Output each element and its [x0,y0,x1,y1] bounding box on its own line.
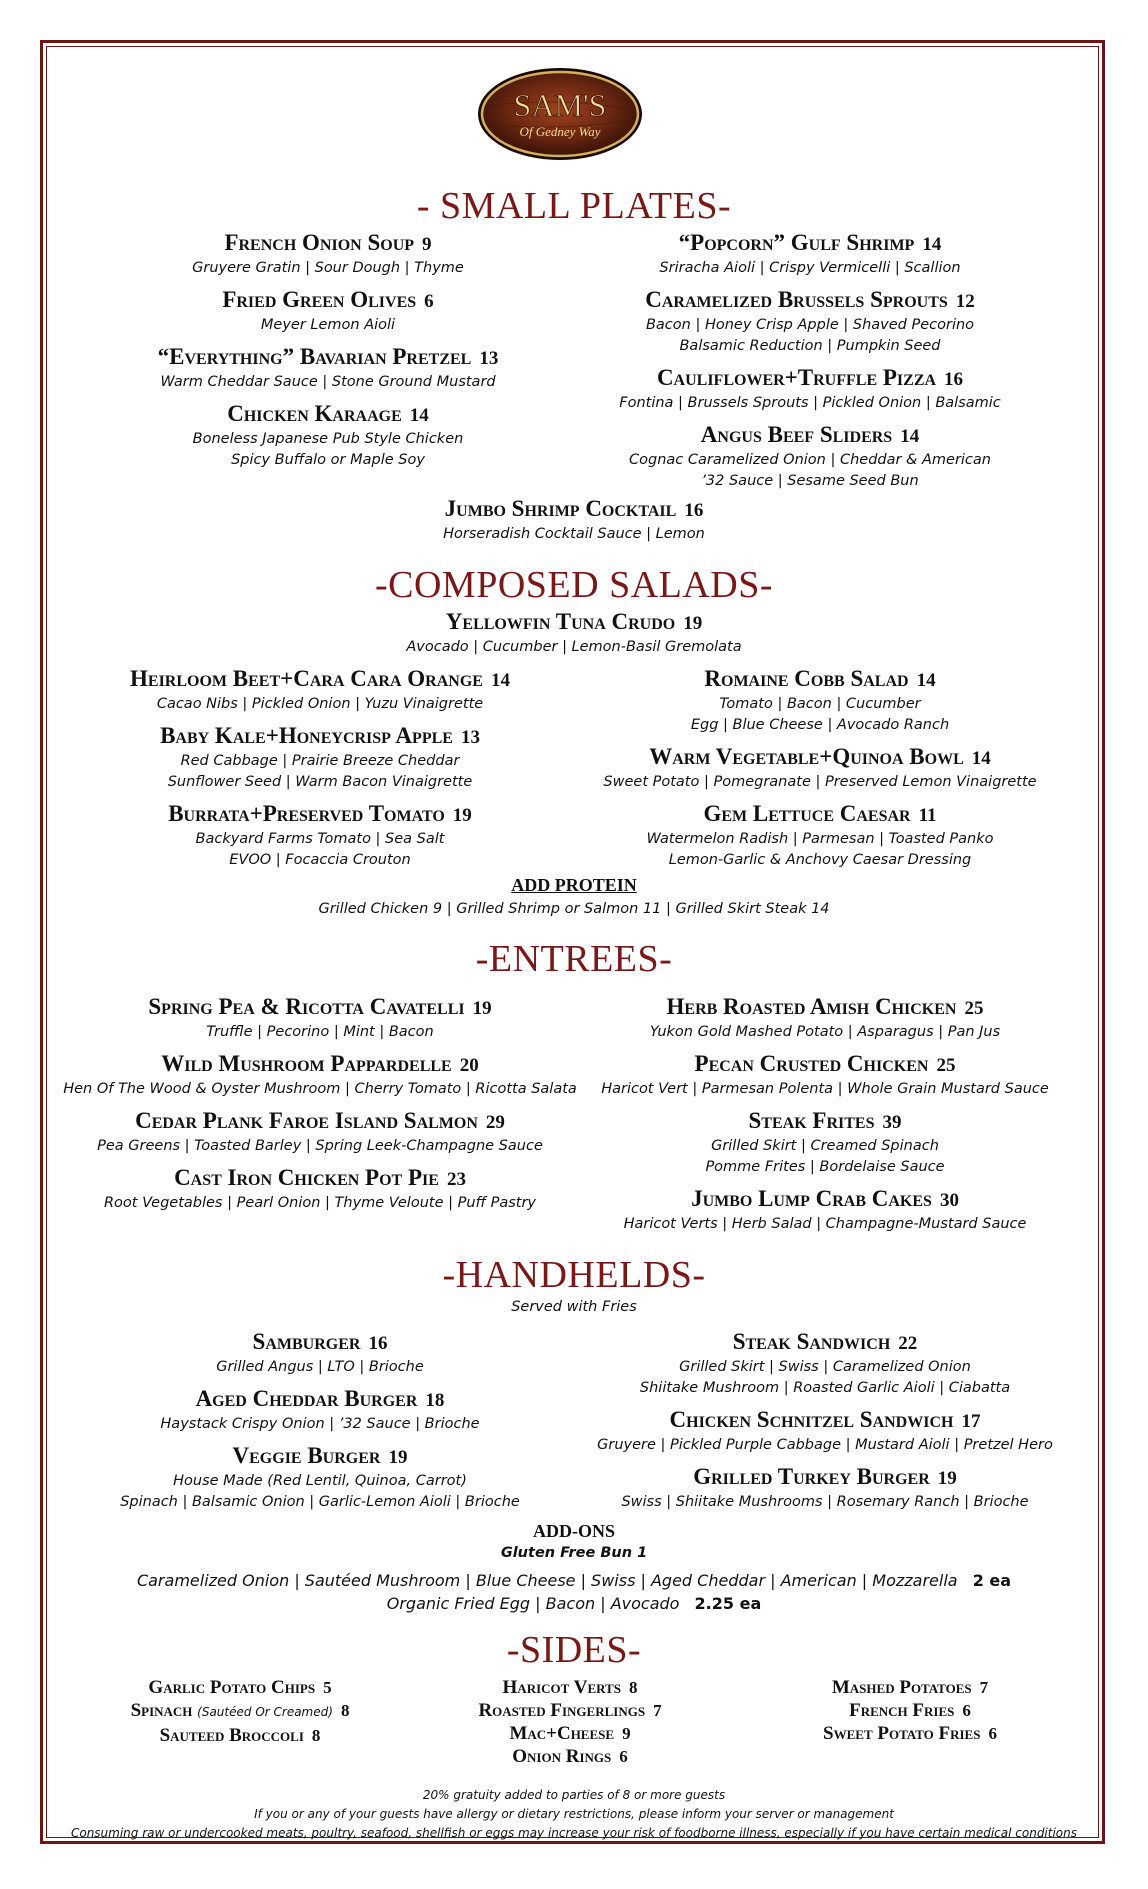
item-price: 14 [490,670,510,691]
item-name: Cedar Plank Faroe Island Salmon [135,1108,478,1133]
item-name: Chicken Karaage [227,401,402,426]
item-price: 19 [683,613,703,634]
side-name: Garlic Potato Chips [148,1677,316,1698]
section-title-small-plates: - SMALL PLATES- [416,185,732,227]
item-desc: EVOO | Focaccia Crouton [229,852,411,868]
item-price: 9 [422,234,432,255]
item-desc: Grilled Skirt | Swiss | Caramelized Onion [679,1359,971,1375]
side-item [410,1722,730,1745]
side-price: 6 [988,1724,997,1743]
item-name: Baby Kale+Honeycrisp Apple [160,723,453,748]
logo-tagline: Of Gedney Way [519,124,601,139]
item-price: 23 [446,1169,466,1190]
item-desc: Tomato | Bacon | Cucumber [719,696,921,712]
item-desc: Spinach | Balsamic Onion | Garlic-Lemon Aioli | Brioche [120,1494,520,1510]
item-price: 13 [479,348,499,369]
addons-line-1 [0,1570,1148,1591]
item-desc: Lemon-Garlic & Anchovy Caesar Dressing [668,852,972,868]
menu-item [118,230,538,279]
item-desc: Pea Greens | Toasted Barley | Spring Leek-Champagne Sauce [97,1138,543,1154]
logo-name: SAM'S [513,87,607,123]
section-title-sides: -SIDES- [506,1629,642,1671]
item-desc: Gruyere | Pickled Purple Cabbage | Mustard Aioli | Pretzel Hero [597,1437,1053,1453]
item-price: 20 [459,1055,479,1076]
menu-item [590,1051,1060,1100]
item-price: 22 [898,1333,918,1354]
menu-item [118,344,538,393]
menu-item [118,401,538,471]
menu-item [90,1443,550,1513]
menu-item [590,744,1050,793]
menu-item [90,1386,550,1435]
menu-item [590,1407,1060,1456]
menu-item [118,287,538,336]
item-name: Steak Frites [748,1108,875,1133]
menu-item [590,1464,1060,1513]
item-price: 13 [460,727,480,748]
item-desc: Egg | Blue Cheese | Avocado Ranch [690,717,950,733]
side-price: 8 [340,1701,350,1720]
side-item [410,1676,730,1699]
item-name: Grilled Turkey Burger [693,1464,930,1489]
item-price: 19 [472,998,492,1019]
menu-item [600,287,1020,357]
side-item [410,1745,730,1768]
addons-items-2: Organic Fried Egg | Bacon | Avocado [386,1594,680,1613]
side-name: Sauteed Broccoli [159,1725,304,1746]
side-price: 8 [628,1678,638,1697]
item-name: “Everything” Bavarian Pretzel [157,344,472,369]
section-title-handhelds: -HANDHELDS- [442,1254,706,1296]
item-desc: Avocado | Cucumber | Lemon-Basil Gremolata [406,639,742,655]
menu-item [60,1108,580,1157]
menu-item [90,1329,550,1378]
item-desc: Swiss | Shiitake Mushrooms | Rosemary Ranch | Brioche [621,1494,1029,1510]
item-price: 14 [409,405,429,426]
menu-item [590,1186,1060,1235]
item-price: 12 [955,291,975,312]
item-price: 14 [916,670,936,691]
side-price: 6 [619,1747,628,1766]
item-name: Angus Beef Sliders [700,422,893,447]
item-name: Aged Cheddar Burger [195,1386,418,1411]
side-item [750,1722,1070,1745]
item-name: Cast Iron Chicken Pot Pie [174,1165,439,1190]
item-name: Yellowfin Tuna Crudo [445,609,676,634]
item-name: Fried Green Olives [222,287,417,312]
item-name: Samburger [252,1329,361,1354]
addons-price-1: 2 ea [972,1571,1012,1590]
item-price: 19 [452,805,472,826]
sides-column-3 [750,1676,1070,1745]
item-price: 6 [424,291,434,312]
side-name: Sweet Potato Fries [823,1723,981,1744]
item-name: Gem Lettuce Caesar [703,801,911,826]
item-name: Caramelized Brussels Sprouts [645,287,948,312]
footer-allergy: If you or any of your guests have allergy or dietary restrictions, please inform your server or management [254,1807,894,1821]
handhelds-note: Served with Fries [511,1299,637,1315]
item-desc: Horseradish Cocktail Sauce | Lemon [443,526,705,542]
side-item [80,1699,400,1724]
side-item [80,1676,400,1699]
footer-gratuity: 20% gratuity added to parties of 8 or more guests [422,1788,726,1802]
item-desc: Sriracha Aioli | Crispy Vermicelli | Scallion [659,260,961,276]
item-name: Heirloom Beet+Cara Cara Orange [130,666,483,691]
item-name: Cauliflower+Truffle Pizza [656,365,937,390]
menu-item [590,1108,1060,1178]
addons-title: ADD-ONS [532,1521,615,1541]
side-name: Spinach [130,1700,193,1721]
item-desc: Haricot Vert | Parmesan Polenta | Whole Grain Mustard Sauce [601,1081,1049,1097]
item-desc: Balsamic Reduction | Pumpkin Seed [679,338,941,354]
item-price: 30 [939,1190,959,1211]
item-price: 16 [368,1333,388,1354]
item-name: Burrata+Preserved Tomato [168,801,445,826]
item-desc: Grilled Angus | LTO | Brioche [216,1359,424,1375]
item-desc: Shiitake Mushroom | Roasted Garlic Aioli | Ciabatta [639,1380,1011,1396]
side-item [410,1699,730,1722]
item-desc: ’32 Sauce | Sesame Seed Bun [701,473,919,489]
item-desc: Grilled Skirt | Creamed Spinach [711,1138,939,1154]
item-price: 14 [900,426,920,447]
item-name: Spring Pea & Ricotta Cavatelli [148,994,465,1019]
item-name: Warm Vegetable+Quinoa Bowl [649,744,964,769]
menu-item [590,1329,1060,1399]
item-price: 16 [684,500,704,521]
sams-logo [476,66,644,162]
item-desc: Cacao Nibs | Pickled Onion | Yuzu Vinaigrette [156,696,484,712]
side-item [750,1699,1070,1722]
section-title-entrees: -ENTREES- [475,938,673,980]
side-name: Mashed Potatoes [831,1677,972,1698]
side-price: 7 [653,1701,662,1720]
item-desc: Haricot Verts | Herb Salad | Champagne-Mustard Sauce [623,1216,1027,1232]
item-price: 29 [485,1112,505,1133]
item-desc: Backyard Farms Tomato | Sea Salt [195,831,445,847]
item-desc: Spicy Buffalo or Maple Soy [231,452,425,468]
item-desc: Yukon Gold Mashed Potato | Asparagus | Pan Jus [649,1024,1001,1040]
item-desc: Watermelon Radish | Parmesan | Toasted Panko [646,831,994,847]
item-price: 11 [918,805,937,826]
item-desc: Truffle | Pecorino | Mint | Bacon [206,1024,434,1040]
item-name: “Popcorn” Gulf Shrimp [678,230,915,255]
side-name: Haricot Verts [502,1677,621,1698]
item-desc: Gruyere Gratin | Sour Dough | Thyme [192,260,464,276]
item-price: 19 [937,1468,957,1489]
item-price: 17 [961,1411,981,1432]
side-name: Onion Rings [512,1746,612,1767]
side-item [750,1676,1070,1699]
menu-item [590,994,1060,1043]
item-name: Herb Roasted Amish Chicken [666,994,957,1019]
item-price: 25 [936,1055,956,1076]
item-name: Veggie Burger [232,1443,381,1468]
menu-item [90,801,550,871]
add-protein-line: Grilled Chicken 9 | Grilled Shrimp or Salmon 11 | Grilled Skirt Steak 14 [318,901,830,917]
item-name: Jumbo Lump Crab Cakes [691,1186,932,1211]
item-price: 25 [964,998,984,1019]
item-desc: House Made (Red Lentil, Quinoa, Carrot) [173,1473,467,1489]
item-name: Wild Mushroom Pappardelle [161,1051,452,1076]
menu-item [60,1165,580,1214]
section-title-composed-salads: -COMPOSED SALADS- [374,564,774,606]
menu-item [590,666,1050,736]
item-desc: Meyer Lemon Aioli [260,317,396,333]
menu-item [60,1051,580,1100]
item-desc: Warm Cheddar Sauce | Stone Ground Mustard [160,374,496,390]
menu-item [600,230,1020,279]
item-desc: Cognac Caramelized Onion | Cheddar & American [629,452,991,468]
item-name: Pecan Crusted Chicken [694,1051,929,1076]
item-desc: Root Vegetables | Pearl Onion | Thyme Veloute | Puff Pastry [103,1195,537,1211]
menu-item [600,365,1020,414]
side-note: (Sautéed Or Creamed) [197,1705,333,1719]
item-name: Jumbo Shrimp Cocktail [444,496,677,521]
menu-item [90,666,550,715]
item-desc: Bacon | Honey Crisp Apple | Shaved Pecorino [645,317,975,333]
item-name: French Onion Soup [224,230,415,255]
item-price: 14 [922,234,942,255]
item-desc: Fontina | Brussels Sprouts | Pickled Onion | Balsamic [619,395,1001,411]
menu-item [590,801,1050,871]
menu-item [600,422,1020,492]
side-item [80,1724,400,1747]
side-price: 5 [323,1678,332,1697]
menu-item [60,994,580,1043]
item-price: 18 [425,1390,445,1411]
item-desc: Pomme Frites | Bordelaise Sauce [705,1159,945,1175]
item-name: Chicken Schnitzel Sandwich [669,1407,954,1432]
menu-item [90,723,550,793]
add-protein-title: ADD PROTEIN [511,875,637,895]
item-price: 16 [944,369,964,390]
side-name: Mac+Cheese [509,1723,615,1744]
side-name: French Fries [849,1700,955,1721]
item-price: 19 [388,1447,408,1468]
item-name: Romaine Cobb Salad [704,666,909,691]
side-price: 7 [979,1678,989,1697]
item-desc: Haystack Crispy Onion | ’32 Sauce | Brioche [160,1416,480,1432]
addons-items-1: Caramelized Onion | Sautéed Mushroom | Blue Cheese | Swiss | Aged Cheddar | American | Mozzarella [136,1571,958,1590]
menu-item [324,609,824,658]
addons-line-2 [0,1593,1148,1614]
footer-consumer-advisory: Consuming raw or undercooked meats, poultry, seafood, shellfish or eggs may increase your risk of foodborne illness, especially if you have certain medical conditions [70,1826,1078,1840]
item-desc: Sweet Potato | Pomegranate | Preserved Lemon Vinaigrette [603,774,1037,790]
item-desc: Sunflower Seed | Warm Bacon Vinaigrette [167,774,473,790]
item-price: 14 [971,748,991,769]
item-desc: Hen Of The Wood & Oyster Mushroom | Cherry Tomato | Ricotta Salata [63,1081,577,1097]
item-desc: Red Cabbage | Prairie Breeze Cheddar [180,753,460,769]
side-price: 6 [962,1701,971,1720]
item-price: 39 [882,1112,902,1133]
sides-column-2 [410,1676,730,1768]
sides-column-1 [80,1676,400,1747]
side-price: 9 [622,1724,631,1743]
menu-item [324,496,824,545]
item-desc: Boneless Japanese Pub Style Chicken [192,431,464,447]
side-price: 8 [311,1726,321,1745]
addons-price-2: 2.25 ea [694,1594,762,1613]
item-name: Steak Sandwich [732,1329,891,1354]
gluten-free-bun: Gluten Free Bun 1 [500,1545,648,1561]
side-name: Roasted Fingerlings [478,1700,646,1721]
